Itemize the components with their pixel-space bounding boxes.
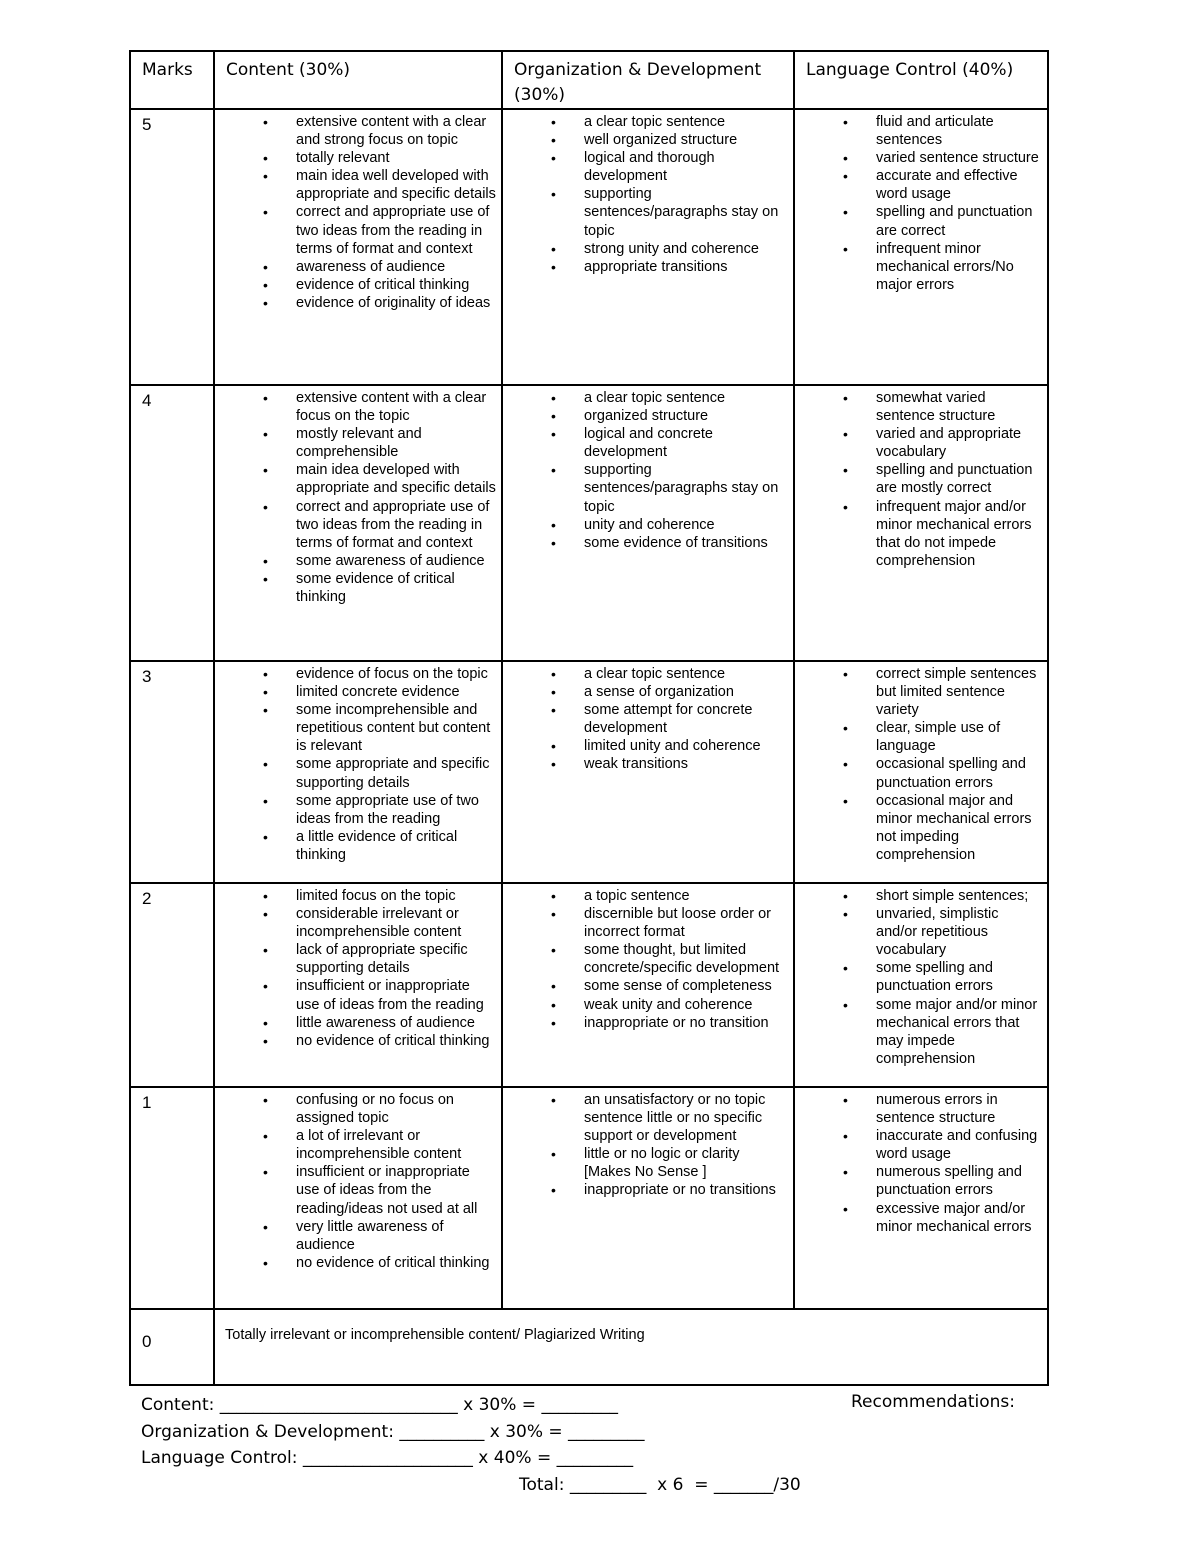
rubric-criterion: • supporting sentences/paragraphs stay on topic (584, 185, 789, 239)
rubric-criterion: • clear, simple use of language (876, 719, 1043, 755)
rubric-criterion: • insufficient or inappropriate use of ideas from the reading/ideas not used at all (296, 1163, 497, 1217)
rubric-criterion: • some appropriate use of two ideas from the reading (296, 792, 497, 828)
rubric-criterion: • occasional spelling and punctuation errors (876, 755, 1043, 791)
content-cell (214, 883, 502, 1087)
organization-cell (502, 883, 794, 1087)
rubric-criterion: • fluid and articulate sentences (876, 113, 1043, 149)
rubric-criterion: • some awareness of audience (296, 552, 497, 570)
rubric-criterion: • numerous spelling and punctuation errors (876, 1163, 1043, 1199)
header-language: Language Control (40%) (794, 51, 1048, 109)
rubric-criterion: • excessive major and/or minor mechanical errors (876, 1200, 1043, 1236)
rubric-criterion: • short simple sentences; (876, 887, 1043, 905)
rubric-criterion: • very little awareness of audience (296, 1218, 497, 1254)
rubric-criterion: • supporting sentences/paragraphs stay on topic (584, 461, 789, 515)
content-cell (214, 109, 502, 385)
rubric-criterion: • inappropriate or no transition (584, 1014, 789, 1032)
rubric-criterion: • considerable irrelevant or incomprehensible content (296, 905, 497, 941)
rubric-criterion: • lack of appropriate specific supporting details (296, 941, 497, 977)
mark-cell: 0 (130, 1309, 214, 1385)
rubric-criterion: • inaccurate and confusing word usage (876, 1127, 1043, 1163)
rubric-criterion: • logical and concrete development (584, 425, 789, 461)
language-cell (794, 1087, 1048, 1309)
rubric-row-zero (130, 1309, 1048, 1385)
rubric-criterion: • limited unity and coherence (584, 737, 789, 755)
rubric-criterion: • little or no logic or clarity [Makes No Sense ] (584, 1145, 789, 1181)
organization-cell (502, 661, 794, 883)
rubric-criterion: • extensive content with a clear and strong focus on topic (296, 113, 497, 149)
rubric-criterion: • a clear topic sentence (584, 113, 789, 131)
rubric-criterion: • totally relevant (296, 149, 497, 167)
zero-description (214, 1309, 1048, 1385)
rubric-criterion: • insufficient or inappropriate use of ideas from the reading (296, 977, 497, 1013)
organization-cell (502, 385, 794, 661)
rubric-criterion: • some incomprehensible and repetitious content but content is relevant (296, 701, 497, 755)
rubric-criterion: • some attempt for concrete development (584, 701, 789, 737)
rubric-criterion: • some appropriate and specific supporting details (296, 755, 497, 791)
rubric-criterion: • infrequent major and/or minor mechanical errors that do not impede comprehension (876, 498, 1043, 570)
rubric-criterion: • a sense of organization (584, 683, 789, 701)
rubric-criterion: • discernible but loose order or incorrect format (584, 905, 789, 941)
rubric-criterion: • occasional major and minor mechanical errors not impeding comprehension (876, 792, 1043, 864)
rubric-criterion: • varied and appropriate vocabulary (876, 425, 1043, 461)
rubric-criterion: • unity and coherence (584, 516, 789, 534)
rubric-criterion: • evidence of originality of ideas (296, 294, 497, 312)
rubric-criterion: • correct simple sentences but limited sentence variety (876, 665, 1043, 719)
rubric-criterion: • logical and thorough development (584, 149, 789, 185)
rubric-criterion: • limited concrete evidence (296, 683, 497, 701)
rubric-criterion: • appropriate transitions (584, 258, 789, 276)
header-row (130, 51, 1048, 109)
content-cell (214, 661, 502, 883)
language-cell (794, 109, 1048, 385)
rubric-criterion: • well organized structure (584, 131, 789, 149)
mark-cell: 3 (130, 661, 214, 883)
rubric-criterion: • a clear topic sentence (584, 665, 789, 683)
rubric-criterion: • confusing or no focus on assigned topic (296, 1091, 497, 1127)
rubric-table (129, 50, 1049, 1386)
rubric-row (130, 385, 1048, 661)
organization-cell (502, 1087, 794, 1309)
rubric-criterion: • evidence of focus on the topic (296, 665, 497, 683)
rubric-criterion: • extensive content with a clear focus on the topic (296, 389, 497, 425)
content-cell (214, 385, 502, 661)
mark-cell: 4 (130, 385, 214, 661)
organization-cell (502, 109, 794, 385)
rubric-criterion: • main idea well developed with appropriate and specific details (296, 167, 497, 203)
rubric-criterion: • organized structure (584, 407, 789, 425)
rubric-criterion: • little awareness of audience (296, 1014, 497, 1032)
language-score-line: Language Control: ____________________ x 40% = _________ (141, 1448, 634, 1468)
mark-cell: 1 (130, 1087, 214, 1309)
rubric-criterion: • evidence of critical thinking (296, 276, 497, 294)
rubric-criterion: • some evidence of critical thinking (296, 570, 497, 606)
total-score-line: Total: _________ x 6 = _______/30 (519, 1475, 801, 1495)
rubric-criterion: • strong unity and coherence (584, 240, 789, 258)
rubric-criterion: • some major and/or minor mechanical errors that may impede comprehension (876, 996, 1043, 1068)
rubric-criterion: • no evidence of critical thinking (296, 1254, 497, 1272)
rubric-criterion: • infrequent minor mechanical errors/No major errors (876, 240, 1043, 294)
rubric-criterion: • accurate and effective word usage (876, 167, 1043, 203)
header-organization: Organization & Development (30%) (502, 51, 794, 109)
rubric-criterion: • numerous errors in sentence structure (876, 1091, 1043, 1127)
rubric-criterion: • some sense of completeness (584, 977, 789, 995)
rubric-criterion: • weak transitions (584, 755, 789, 773)
rubric-criterion: • some spelling and punctuation errors (876, 959, 1043, 995)
content-score-line: Content: ____________________________ x 30% = _________ (141, 1395, 618, 1415)
header-content: Content (30%) (214, 51, 502, 109)
header-marks: Marks (130, 51, 214, 109)
rubric-row (130, 883, 1048, 1087)
rubric-criterion: • some thought, but limited concrete/specific development (584, 941, 789, 977)
rubric-criterion: • a lot of irrelevant or incomprehensible content (296, 1127, 497, 1163)
rubric-criterion: • some evidence of transitions (584, 534, 789, 552)
rubric-criterion: • varied sentence structure (876, 149, 1043, 167)
rubric-criterion: • main idea developed with appropriate and specific details (296, 461, 497, 497)
rubric-criterion: • a little evidence of critical thinking (296, 828, 497, 864)
rubric-row (130, 661, 1048, 883)
rubric-criterion: • correct and appropriate use of two ideas from the reading in terms of format and context (296, 203, 497, 257)
rubric-criterion: • unvaried, simplistic and/or repetitious vocabulary (876, 905, 1043, 959)
rubric-criterion: • somewhat varied sentence structure (876, 389, 1043, 425)
organization-score-line: Organization & Development: __________ x 30% = _________ (141, 1422, 645, 1442)
rubric-criterion: • correct and appropriate use of two ideas from the reading in terms of format and context (296, 498, 497, 552)
language-cell (794, 385, 1048, 661)
rubric-criterion: • a clear topic sentence (584, 389, 789, 407)
rubric-row (130, 109, 1048, 385)
rubric-criterion: • spelling and punctuation are mostly correct (876, 461, 1043, 497)
content-cell (214, 1087, 502, 1309)
rubric-criterion: • inappropriate or no transitions (584, 1181, 789, 1199)
rubric-criterion: • no evidence of critical thinking (296, 1032, 497, 1050)
rubric-row (130, 1087, 1048, 1309)
language-cell (794, 883, 1048, 1087)
rubric-criterion: • an unsatisfactory or no topic sentence little or no specific support or development (584, 1091, 789, 1145)
rubric-criterion: • mostly relevant and comprehensible (296, 425, 497, 461)
rubric-criterion: • a topic sentence (584, 887, 789, 905)
language-cell (794, 661, 1048, 883)
recommendations-label: Recommendations: (851, 1392, 1015, 1412)
rubric-criterion: • spelling and punctuation are correct (876, 203, 1043, 239)
zero-text: Totally irrelevant or incomprehensible content/ Plagiarized Writing (225, 1327, 645, 1343)
rubric-criterion: • awareness of audience (296, 258, 497, 276)
mark-cell: 5 (130, 109, 214, 385)
rubric-criterion: • limited focus on the topic (296, 887, 497, 905)
rubric-criterion: • weak unity and coherence (584, 996, 789, 1014)
mark-cell: 2 (130, 883, 214, 1087)
